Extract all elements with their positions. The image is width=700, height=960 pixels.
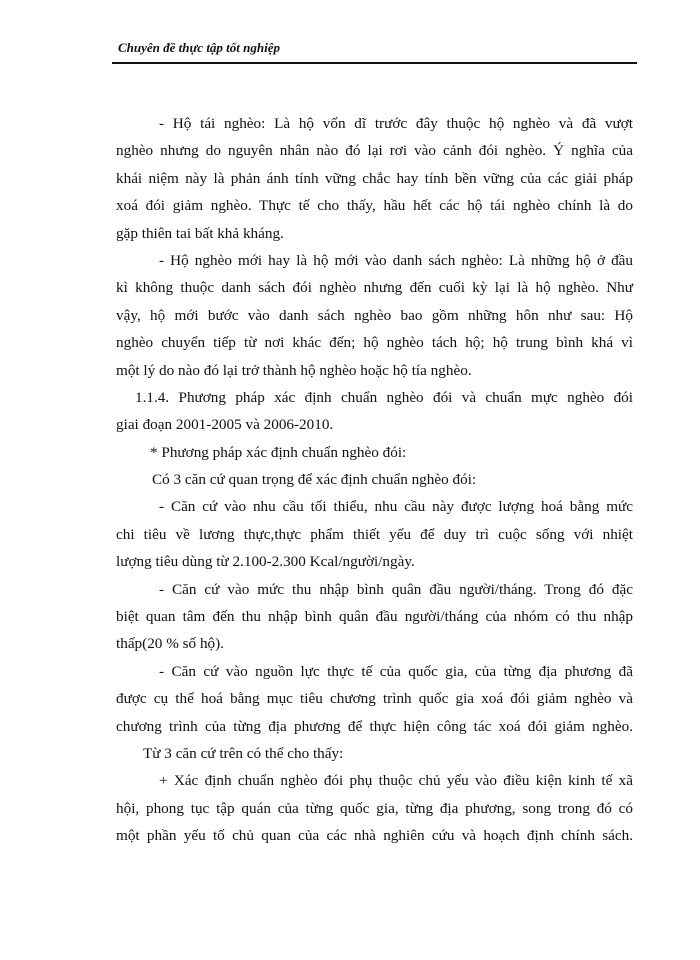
paragraph-line: một lý do nào đó lại trở thành hộ nghèo hoặc hộ tía nghèo. (116, 361, 472, 379)
paragraph-line: gặp thiên tai bất khả kháng. (116, 224, 284, 242)
paragraph-line: hội, phong tục tập quán của từng quốc gia, từng địa phương, song trong đó có (116, 799, 633, 817)
paragraph-line: vậy, hộ mới bước vào danh sách nghèo bao gồm những hôn như sau: Hộ (116, 306, 633, 324)
paragraph-line: biệt quan tâm đến thu nhập bình quân đầu người/tháng của nhóm có thu nhập (116, 608, 633, 626)
section-heading-line: giai đoạn 2001-2005 và 2006-2010. (116, 416, 334, 434)
header-rule (112, 62, 637, 64)
paragraph-line: - Hộ tái nghèo: Là hộ vốn dĩ trước đây thuộc hộ nghèo và đã vượt (159, 115, 633, 132)
document-body (116, 110, 633, 850)
paragraph-line: Có 3 căn cứ quan trọng để xác định chuẩn nghèo đói: (152, 471, 477, 489)
paragraph-line: khái niệm này là phản ánh tính vững chắc hay tính bền vững của các giải pháp (116, 169, 633, 187)
subheading-line: * Phương pháp xác định chuẩn nghèo đói: (150, 443, 407, 461)
paragraph-line: chi tiêu về lương thực,thực phẩm thiết yếu để duy trì cuộc sống với nhiệt (116, 525, 633, 543)
paragraph-line: chương trình của từng địa phương để thực hiện công tác xoá đói giảm nghèo. (116, 717, 633, 735)
paragraph-line: thấp(20 % số hộ). (116, 635, 224, 653)
paragraph-line: - Hộ nghèo mới hay là hộ mới vào danh sách nghèo: Là những hộ ở đầu (159, 251, 633, 269)
paragraph-line: kì không thuộc danh sách đói nghèo nhưng đến cuối kỳ lại là hộ nghèo. Như (116, 279, 633, 297)
paragraph-line: - Căn cứ vào nguồn lực thực tế của quốc gia, của từng địa phương đã (159, 662, 633, 680)
header-title: Chuyên đề thực tập tốt nghiệp (118, 40, 280, 55)
paragraph-line: nghèo nhưng do nguyên nhân nào đó lại rơi vào cảnh đói nghèo. Ý nghĩa của (116, 142, 633, 160)
section-heading-line: 1.1.4. Phương pháp xác định chuẩn nghèo đói và chuẩn mực nghèo đói (135, 388, 633, 406)
paragraph-line: một phần yếu tố chủ quan của các nhà nghiên cứu và hoạch định chính sách. (116, 827, 633, 845)
paragraph-line: Từ 3 căn cứ trên có thể cho thấy: (143, 744, 344, 762)
paragraph-line: xoá đói giảm nghèo. Thực tế cho thấy, hầu hết các hộ tái nghèo chính là do (116, 197, 633, 215)
paragraph-line: - Căn cứ vào nhu cầu tối thiểu, nhu cầu này được lượng hoá bằng mức (159, 498, 633, 516)
paragraph-line: - Căn cứ vào mức thu nhập bình quân đầu người/tháng. Trong đó đặc (159, 580, 633, 598)
paragraph-line: + Xác định chuẩn nghèo đói phụ thuộc chủ yếu vào điều kiện kinh tế xã (159, 772, 633, 790)
paragraph-line: được cụ thể hoá bằng mục tiêu chương trình quốc gia xoá đói giảm nghèo và (116, 690, 633, 708)
paragraph-line: lượng tiêu dùng từ 2.100-2.300 Kcal/người/ngày. (116, 553, 415, 571)
paragraph-line: nghèo chuyển tiếp từ nơi khác đến; hộ nghèo tách hộ; hộ trung bình khá vì (116, 334, 633, 352)
